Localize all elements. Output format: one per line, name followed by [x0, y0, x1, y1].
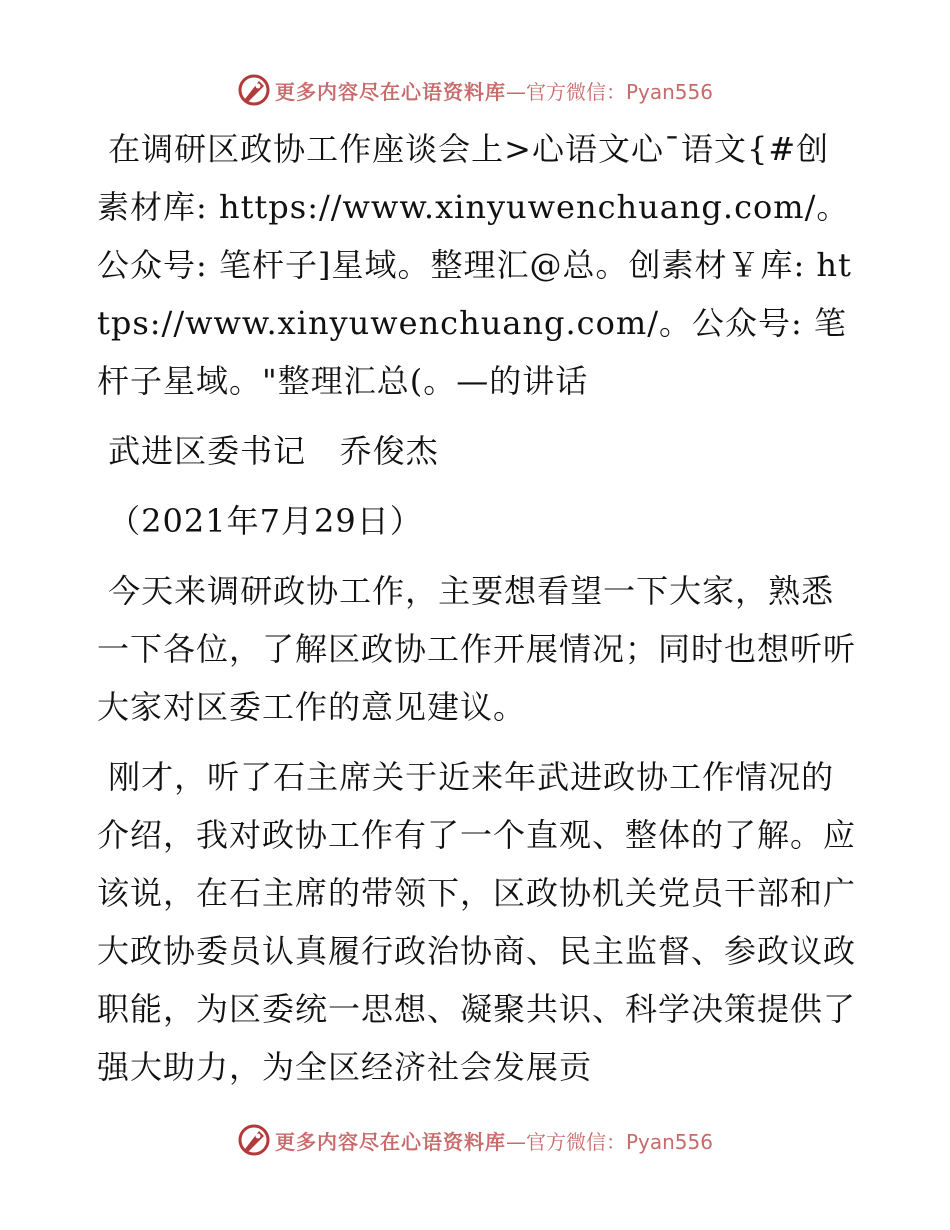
- document-date: （2021年7月29日）: [97, 502, 423, 540]
- banner-brand-text: 更多内容尽在心语资料库: [274, 1129, 506, 1154]
- banner-brand-text: 更多内容尽在心语资料库: [274, 79, 506, 104]
- paragraph: 刚才，听了石主席关于近来年武进政协工作情况的介绍，我对政协工作有了一个直观、整体的了解。应该说，在石主席的带领下，区政协机关党员干部和广大政协委员认真履行政治协商、民主监督、参政议政职能，为区委统一思想、凝聚共识、科学决策提供了强大助力，为全区经济社会发展贡: [97, 758, 857, 1086]
- document-title: 在调研区政协工作座谈会上>心语文心¯语文{#创素材库: https://www.xinyuwenchuang.com/。公众号: 笔杆子]星域。整理汇@总。创素材￥库: https://www.xinyuwenchuang.com/。公众号: 笔杆子星域。"整理汇总(。—的讲话: [97, 130, 852, 400]
- header-banner: [0, 70, 950, 110]
- pen-nib-logo-icon: [237, 73, 271, 107]
- footer-banner: [0, 1120, 950, 1160]
- paragraph: 今天来调研政协工作，主要想看望一下大家，熟悉一下各位，了解区政协工作开展情况；同时也想听听大家对区委工作的意见建议。: [97, 572, 857, 726]
- banner-official-text: —官方微信：Pyan556: [505, 79, 713, 104]
- document-body: [97, 120, 857, 1096]
- document-author: 武进区委书记 乔俊杰: [97, 432, 439, 470]
- pen-nib-logo-icon: [237, 1123, 271, 1157]
- banner-official-text: —官方微信：Pyan556: [505, 1129, 713, 1154]
